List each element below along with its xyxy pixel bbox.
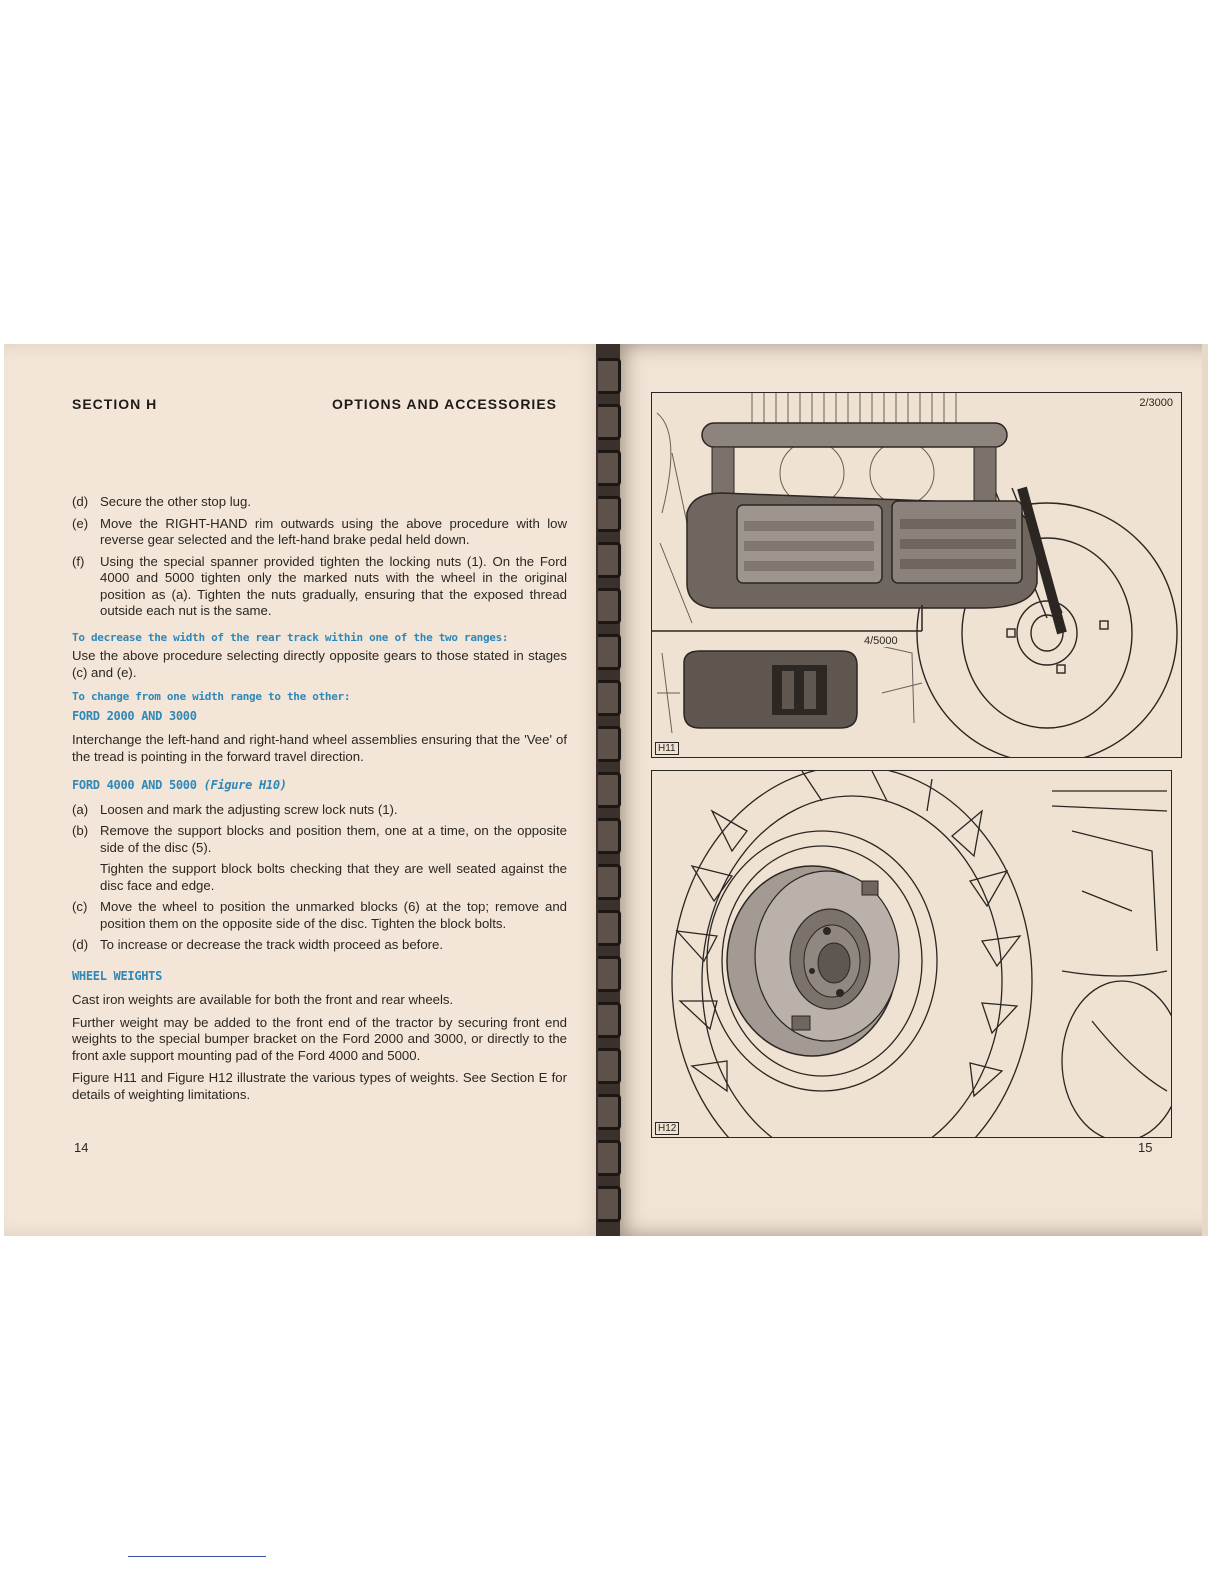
binding-ring (598, 864, 621, 900)
step-d (72, 494, 567, 511)
ford-step-a (72, 802, 567, 819)
right-page (610, 344, 1208, 1236)
paragraph-weights-1: Cast iron weights are available for both the front and rear wheels. (72, 992, 454, 1007)
figure-h11-tag-inset: 4/5000 (864, 635, 898, 647)
heading-wheel-weights: WHEEL WEIGHTS (72, 968, 163, 983)
binding-ring (598, 404, 621, 440)
binding-ring (598, 496, 621, 532)
step-label: (a) (72, 801, 89, 817)
binding-ring (598, 1048, 621, 1084)
step-label: (f) (72, 553, 85, 569)
left-page-content (72, 494, 567, 1109)
figure-reference: (Figure H10) (203, 778, 287, 792)
figure-h11-label: H11 (655, 742, 679, 755)
binding-ring (598, 634, 621, 670)
binding-ring (598, 1140, 621, 1176)
figure-h12-label: H12 (655, 1122, 679, 1135)
step-text: To increase or decrease the track width proceed as before. (100, 937, 444, 952)
step-text: Loosen and mark the adjusting screw lock nuts (1). (100, 801, 398, 817)
paragraph-ford-2000-3000: Interchange the left-hand and right-hand wheel assemblies ensuring that the 'Vee' of the tread is pointing in the forward travel direction. (72, 732, 567, 764)
binding-ring (598, 1002, 621, 1038)
binding-ring (598, 956, 621, 992)
binding-ring (598, 910, 621, 946)
heading-ford-4000-5000 (72, 777, 567, 794)
ford-step-b (72, 823, 567, 856)
figure-h12 (651, 770, 1172, 1138)
step-text: Move the RIGHT-HAND rim outwards using the above procedure with low reverse gear selected and the left-hand brake pedal held down. (100, 515, 567, 547)
step-text: Secure the other stop lug. (100, 494, 252, 509)
page-edge (1202, 344, 1208, 1236)
left-page (4, 344, 604, 1236)
binding-ring (598, 450, 621, 486)
step-label: (c) (72, 899, 88, 914)
ford-step-b-continued: Tighten the support block bolts checking that they are well seated against the disc face and edge. (100, 861, 567, 893)
heading-decrease-track: To decrease the width of the rear track within one of the two ranges: (72, 630, 509, 644)
binding-ring (598, 772, 621, 808)
ford-step-c (72, 899, 567, 932)
heading-ford-4000-5000-text: FORD 4000 AND 5000 (72, 778, 197, 792)
footer-rule (128, 1556, 266, 1557)
binding-ring (598, 726, 621, 762)
step-e (72, 516, 567, 549)
paragraph-weights-2: Further weight may be added to the front end of the tractor by securing front end weights to the special bumper bracket on the Ford 2000 and 3000, or directly to the front axle support mounting pad of the Ford 4000 and 5000. (72, 1014, 567, 1063)
heading-ford-2000-3000: FORD 2000 AND 3000 (72, 708, 197, 723)
heading-change-range: To change from one width range to the other: (72, 690, 351, 703)
step-label: (b) (72, 823, 89, 838)
paragraph-weights-3: Figure H11 and Figure H12 illustrate the various types of weights. See Section E for details of weighting limitations. (72, 1070, 567, 1102)
spiral-binding (596, 344, 620, 1236)
section-title: OPTIONS AND ACCESSORIES (332, 396, 557, 412)
binding-ring (598, 818, 621, 854)
step-label: (e) (72, 515, 89, 531)
ford-step-d (72, 937, 567, 954)
binding-ring (598, 1094, 621, 1130)
binding-ring (598, 680, 621, 716)
figure-h11 (651, 392, 1182, 758)
step-f (72, 554, 567, 620)
binding-ring (598, 542, 621, 578)
step-text: Using the special spanner provided tighten the locking nuts (1). On the Ford 4000 and 5000 tighten only the marked nuts with the wheel in the original position as (a). Tighten the nuts gradually, ensuring that the exposed thread outside each nut is the same. (100, 553, 567, 618)
figure-h11-tag-top: 2/3000 (1139, 397, 1173, 409)
figure-h11-illustration (652, 393, 1181, 757)
page-number-left: 14 (74, 1140, 89, 1155)
step-text: Remove the support blocks and position them, one at a time, on the opposite side of the disc (5). (100, 823, 567, 855)
paragraph-decrease-track: Use the above procedure selecting directly opposite gears to those stated in stages (c) and (e). (72, 648, 567, 680)
book-spread (4, 344, 1212, 1236)
binding-ring (598, 1186, 621, 1222)
section-label: SECTION H (72, 396, 158, 412)
step-label: (d) (72, 937, 89, 952)
binding-ring (598, 588, 621, 624)
binding-ring (598, 358, 621, 394)
step-text: Move the wheel to position the unmarked blocks (6) at the top; remove and position them on the opposite side of the disc. Tighten the block bolts. (100, 899, 567, 931)
step-label: (d) (72, 494, 89, 509)
figure-h12-illustration (652, 771, 1171, 1137)
page-number-right: 15 (1138, 1140, 1153, 1155)
